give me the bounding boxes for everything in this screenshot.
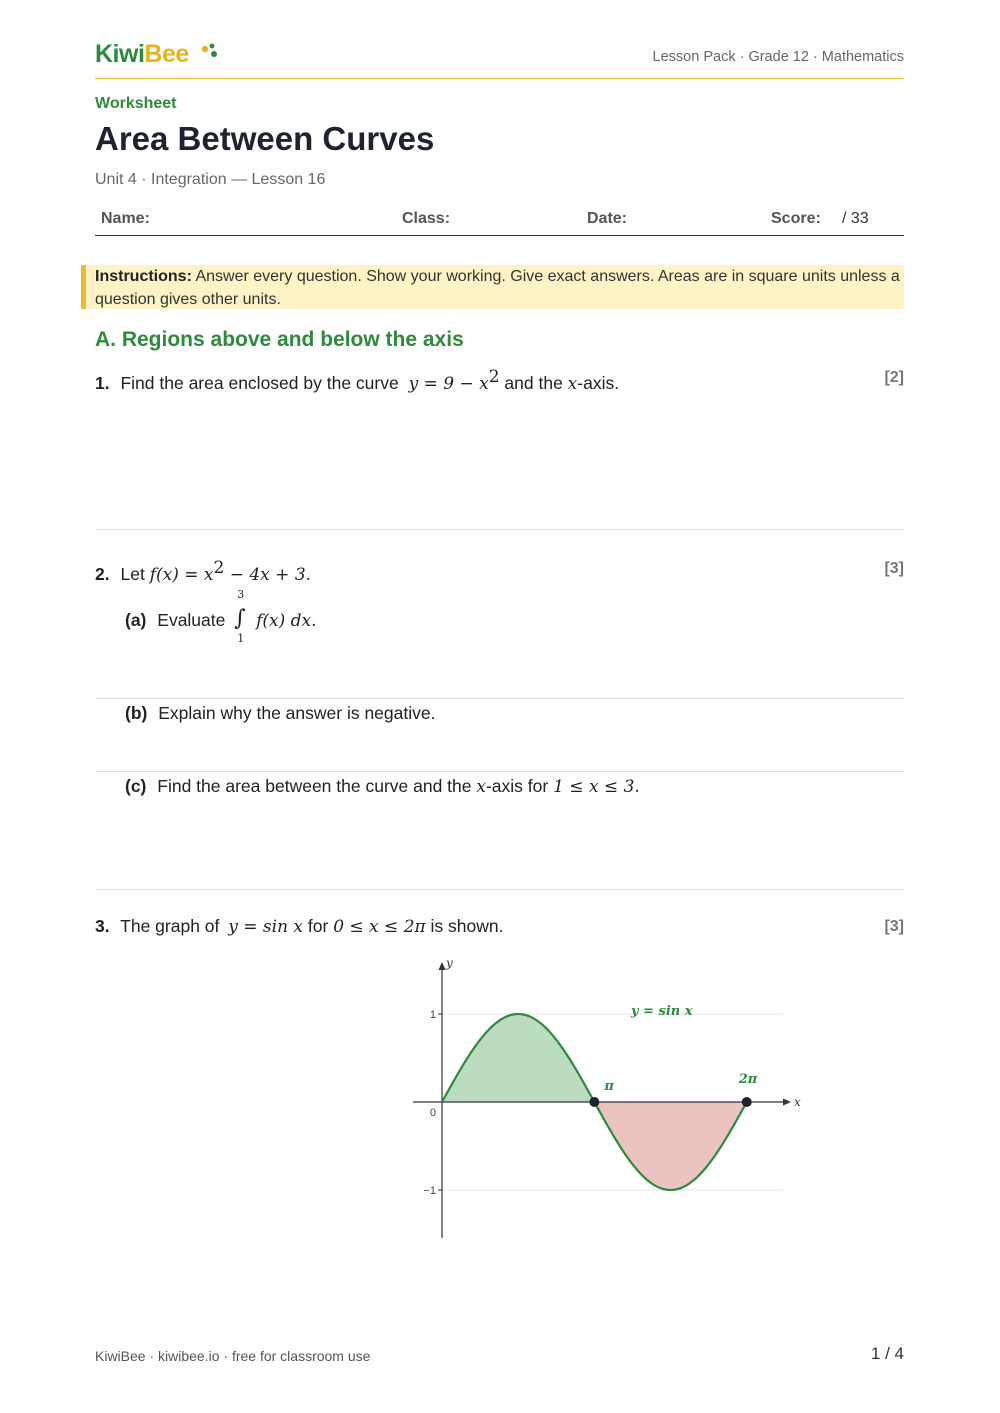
score-field[interactable]: Score: bbox=[771, 210, 821, 227]
student-fields bbox=[95, 202, 904, 236]
page-footer bbox=[95, 1344, 904, 1364]
root-point bbox=[742, 1097, 752, 1107]
name-field[interactable]: Name: bbox=[101, 210, 150, 227]
marks-badge: [3] bbox=[884, 918, 904, 935]
part-label: (b) bbox=[125, 703, 148, 723]
math-expression: f(x) = x bbox=[149, 564, 214, 585]
question-text: -axis. bbox=[577, 372, 620, 393]
header-meta: Lesson Pack · Grade 12 · Mathematics bbox=[652, 49, 904, 65]
math-expression: 1 ≤ x ≤ 3. bbox=[553, 777, 640, 797]
part-text: Evaluate bbox=[157, 610, 226, 630]
worksheet-page bbox=[95, 0, 904, 1413]
question-text: is shown. bbox=[425, 916, 504, 936]
integral-sign: ∫ 3 1 bbox=[234, 588, 246, 645]
instructions-label: Instructions: bbox=[95, 268, 192, 285]
math-exponent: 2 bbox=[488, 367, 500, 387]
region-above-axis bbox=[442, 1014, 594, 1102]
answer-space-divider bbox=[95, 771, 904, 772]
y-axis-arrow-icon bbox=[439, 962, 446, 970]
math-expression: − 4x + 3. bbox=[224, 564, 312, 585]
question-2b bbox=[125, 703, 435, 724]
date-field[interactable]: Date: bbox=[587, 210, 628, 227]
question-text: The graph of bbox=[120, 916, 220, 936]
answer-space-divider bbox=[95, 889, 904, 890]
math-expression: f(x) dx. bbox=[256, 611, 317, 631]
question-number: 1. bbox=[95, 372, 110, 393]
y-tick-label: 0 bbox=[429, 1107, 436, 1119]
doc-kicker: Worksheet bbox=[95, 95, 177, 112]
integral-upper-limit: 3 bbox=[237, 588, 245, 601]
page-title: Area Between Curves bbox=[95, 120, 435, 157]
instructions-text: Answer every question. Show your working. Give exact answers. Areas are in square units unless a question gives other units. bbox=[95, 268, 900, 308]
math-expression: 0 ≤ x ≤ 2π bbox=[333, 917, 426, 937]
marks-badge: [3] bbox=[884, 560, 904, 577]
y-tick-label: −1 bbox=[423, 1185, 436, 1197]
math-expression: y = sin x bbox=[228, 917, 304, 937]
math-var: x bbox=[567, 373, 578, 394]
footer-text: KiwiBee · kiwibee.io · free for classroom use bbox=[95, 1348, 371, 1364]
question-text: and the bbox=[499, 372, 568, 393]
root-point bbox=[589, 1097, 599, 1107]
marks-badge: [2] bbox=[884, 369, 904, 386]
kiwibee-logo: KiwiBee bbox=[95, 40, 189, 68]
instructions-box bbox=[81, 265, 904, 309]
question-3 bbox=[95, 916, 904, 937]
part-text: -axis for bbox=[485, 776, 554, 796]
logo-dots-icon bbox=[200, 42, 220, 62]
score-total: / 33 bbox=[842, 210, 869, 227]
part-text: Explain why the answer is negative. bbox=[158, 703, 436, 723]
x-axis-label: x bbox=[794, 1095, 801, 1109]
region-below-axis bbox=[594, 1102, 746, 1190]
page-header bbox=[95, 38, 904, 79]
section-heading-a: A. Regions above and below the axis bbox=[95, 328, 464, 351]
math-exponent: 2 bbox=[213, 558, 225, 578]
math-var: x bbox=[476, 777, 486, 797]
question-2a bbox=[125, 588, 317, 645]
answer-space-divider bbox=[95, 529, 904, 530]
question-number: 2. bbox=[95, 563, 110, 584]
question-2 bbox=[95, 558, 904, 585]
sine-graph bbox=[413, 955, 813, 1245]
curve-label: y = sin x bbox=[631, 1004, 693, 1019]
question-text: for bbox=[303, 916, 334, 936]
part-label: (c) bbox=[125, 776, 147, 796]
part-label: (a) bbox=[125, 610, 147, 630]
root-label: 2π bbox=[738, 1072, 758, 1087]
page-subtitle: Unit 4 · Integration — Lesson 16 bbox=[95, 171, 326, 188]
question-text: Let bbox=[120, 563, 145, 584]
question-text: Find the area enclosed by the curve bbox=[120, 372, 399, 393]
integral-lower-limit: 1 bbox=[237, 632, 245, 645]
root-label: π bbox=[604, 1079, 614, 1094]
y-axis-label: y bbox=[446, 956, 453, 970]
y-tick-label: 1 bbox=[429, 1009, 436, 1021]
question-2c bbox=[125, 776, 640, 797]
answer-space-divider bbox=[95, 698, 904, 699]
math-expression: y = 9 − x bbox=[408, 373, 489, 394]
x-axis-arrow-icon bbox=[783, 1099, 791, 1106]
page-number: 1 / 4 bbox=[870, 1344, 904, 1363]
class-field[interactable]: Class: bbox=[402, 210, 451, 227]
part-text: Find the area between the curve and the bbox=[157, 776, 477, 796]
question-number: 3. bbox=[95, 916, 110, 936]
question-1 bbox=[95, 367, 904, 394]
